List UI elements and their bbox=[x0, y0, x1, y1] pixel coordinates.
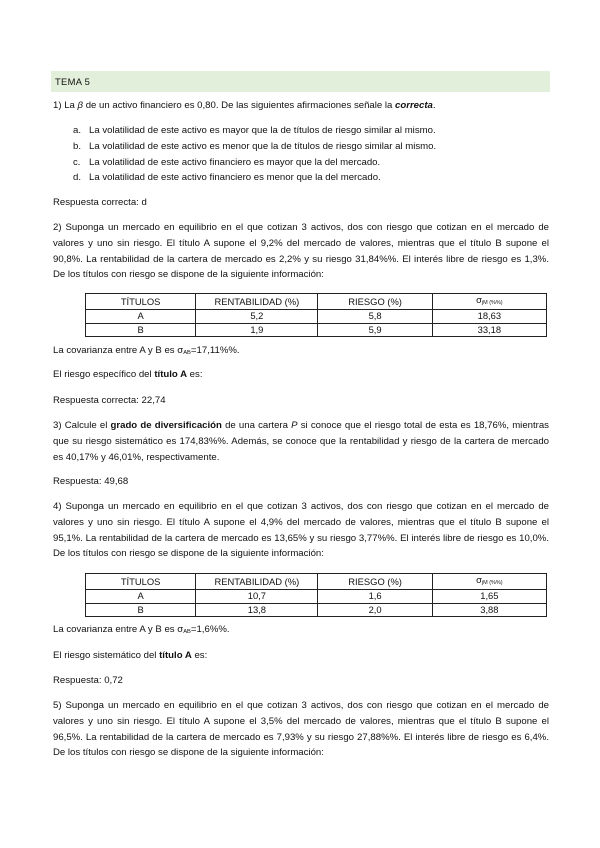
table-cell: B bbox=[86, 323, 196, 337]
q2-question: El riesgo específico del título A es: bbox=[53, 369, 203, 380]
q1-answer: Respuesta correcta: d bbox=[53, 197, 147, 208]
q4-question: El riesgo sistemático del título A es: bbox=[53, 650, 208, 661]
q3-answer: Respuesta: 49,68 bbox=[53, 476, 129, 487]
topic-title: TEMA 5 bbox=[55, 76, 91, 87]
column-header: TÍTULOS bbox=[86, 294, 196, 310]
column-header-sigma: σjM (%%) bbox=[432, 294, 546, 310]
q2-table bbox=[85, 293, 547, 337]
table-row bbox=[86, 310, 547, 324]
column-header: RIESGO (%) bbox=[318, 574, 432, 590]
q1-stem: 1) La β de un activo financiero es 0,80. De las siguientes afirmaciones señale la correcta. bbox=[53, 100, 436, 111]
table-row bbox=[86, 323, 547, 337]
table-cell: 5,9 bbox=[318, 323, 432, 337]
q4-table bbox=[85, 573, 547, 617]
q1-options bbox=[53, 123, 549, 186]
topic-banner bbox=[51, 71, 550, 92]
table-cell: 1,6 bbox=[318, 590, 432, 604]
q4-stem: 4) Suponga un mercado en equilibrio en el que cotizan 3 activos, dos con riesgo que cotizan en el mercado de valores y uno sin riesgo. El título A supone el 4,9% del mercado de valores, mientras que el título B supone el 95,1%. La rentabilidad de la cartera de mercado es 13,65% y su riesgo 3,77%%. El interés libre de riesgo es 10,0%. De los títulos con riesgo se dispone de la siguiente información: bbox=[53, 501, 549, 560]
table-cell: 5,2 bbox=[196, 310, 318, 324]
table-cell: 1,9 bbox=[196, 323, 318, 337]
q5-stem: 5) Suponga un mercado en equilibrio en el que cotizan 3 activos, dos con riesgo que cotizan en el mercado de valores y uno sin riesgo. El título A supone el 3,5% del mercado de valores, mientras que el título B supone el 96,5%. La rentabilidad de la cartera de mercado es 7,93% y su riesgo 27,88%%. El interés libre de riesgo es 6,4%. De los títulos con riesgo se dispone de la siguiente información: bbox=[53, 700, 549, 759]
table-cell: A bbox=[86, 590, 196, 604]
table-cell: B bbox=[86, 603, 196, 617]
q4-answer: Respuesta: 0,72 bbox=[53, 675, 123, 686]
q3-stem: 3) Calcule el grado de diversificación de una cartera P si conoce que el riesgo total de esta es 18,76%, mientras que su riesgo sistemático es 174,83%%. Además, se conoce que la rentabilidad y riesgo de la cartera de mercado es 40,17% y 46,01%, respectivamente. bbox=[53, 420, 549, 463]
table-cell: 3,88 bbox=[432, 603, 546, 617]
table-row bbox=[86, 590, 547, 604]
q2-covariance: La covarianza entre A y B es σAB=17,11%%. bbox=[53, 345, 240, 356]
q2-answer: Respuesta correcta: 22,74 bbox=[53, 395, 166, 406]
column-header: RENTABILIDAD (%) bbox=[196, 294, 318, 310]
column-header: RENTABILIDAD (%) bbox=[196, 574, 318, 590]
table-cell: A bbox=[86, 310, 196, 324]
table-cell: 13,8 bbox=[196, 603, 318, 617]
table-cell: 1,65 bbox=[432, 590, 546, 604]
table-row bbox=[86, 603, 547, 617]
table-header-row bbox=[86, 574, 547, 590]
q2-stem: 2) Suponga un mercado en equilibrio en el que cotizan 3 activos, dos con riesgo que cotizan en el mercado de valores y uno sin riesgo. El título A supone el 9,2% del mercado de valores, mientras que el título B supone el 90,8%. La rentabilidad de la cartera de mercado es 2,2% y su riesgo 31,84%%. El interés libre de riesgo es 1,3%. De los títulos con riesgo se dispone de la siguiente información: bbox=[53, 222, 549, 281]
table-cell: 5,8 bbox=[318, 310, 432, 324]
list-item: d. La volatilidad de este activo financiero es menor que la del mercado. bbox=[73, 172, 381, 184]
column-header: TÍTULOS bbox=[86, 574, 196, 590]
table-cell: 33,18 bbox=[432, 323, 546, 337]
table-header-row bbox=[86, 294, 547, 310]
column-header: RIESGO (%) bbox=[318, 294, 432, 310]
list-item: b. La volatilidad de este activo es menor que la de títulos de riesgo similar al mismo. bbox=[73, 140, 437, 152]
list-item: c. La volatilidad de este activo financiero es mayor que la del mercado. bbox=[73, 156, 381, 168]
table-cell: 10,7 bbox=[196, 590, 318, 604]
q4-covariance: La covarianza entre A y B es σAB=1,6%%. bbox=[53, 624, 230, 635]
list-item: a. La volatilidad de este activo es mayor que la de títulos de riesgo similar al mismo. bbox=[73, 125, 436, 136]
table-cell: 2,0 bbox=[318, 603, 432, 617]
table-cell: 18,63 bbox=[432, 310, 546, 324]
column-header-sigma: σjM (%%) bbox=[432, 574, 546, 590]
